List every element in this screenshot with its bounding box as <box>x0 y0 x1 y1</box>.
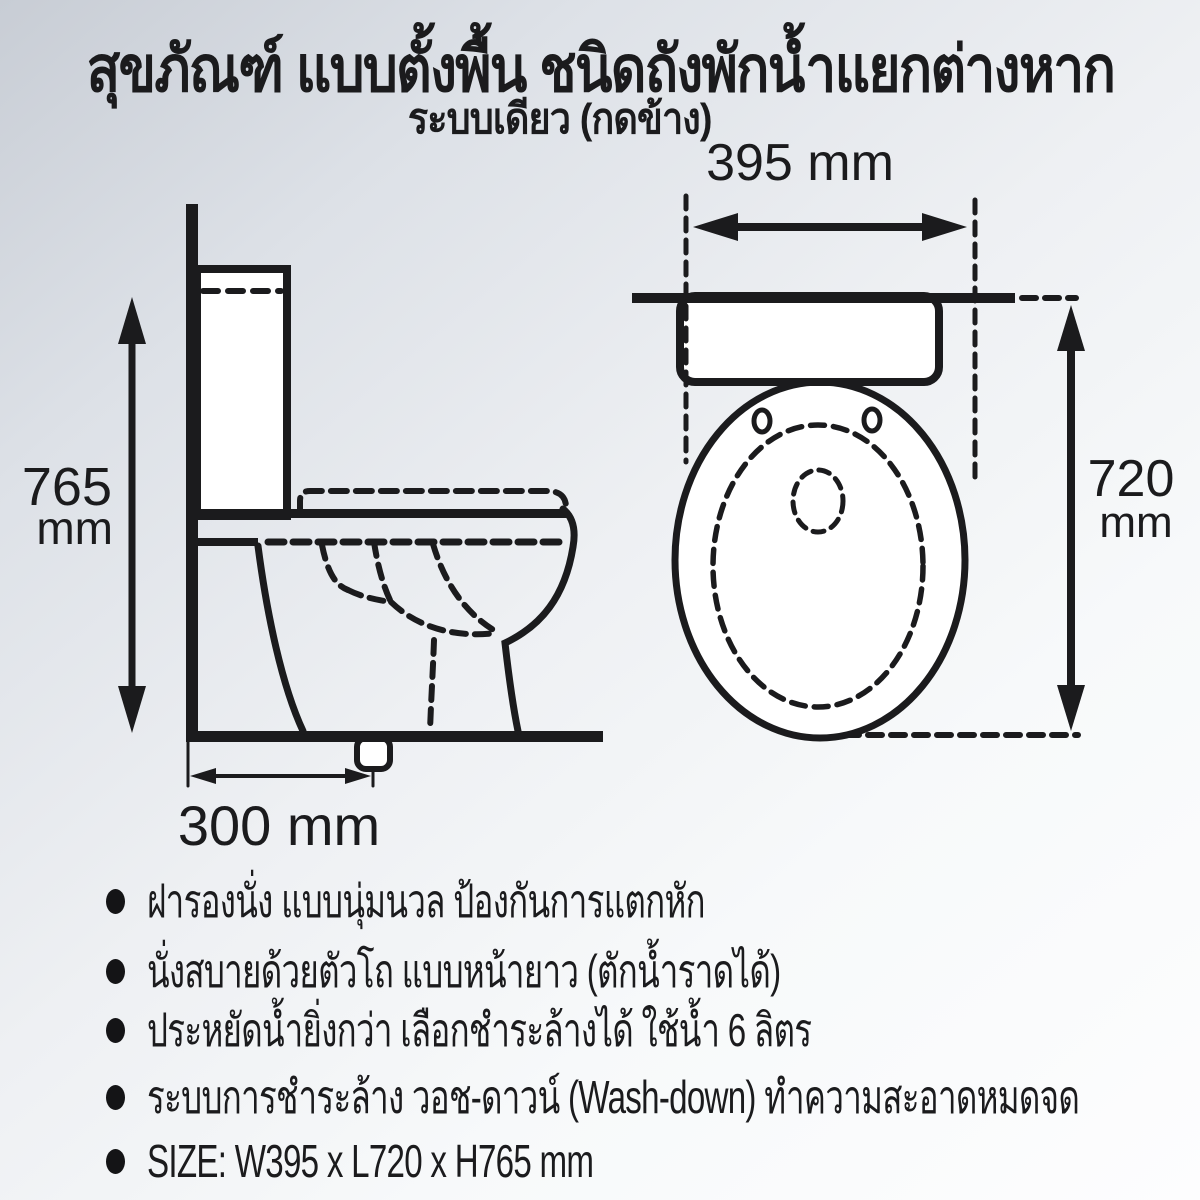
feature-text: ระบบการชำระล้าง วอช-ดาวน์ (Wash-down) ทำความสะอาดหมดจด <box>147 1070 1080 1123</box>
bullet-icon <box>106 1018 125 1043</box>
bullet-icon <box>106 959 125 984</box>
list-item <box>106 1133 1180 1189</box>
width-dimension-label: 395 mm <box>706 134 894 192</box>
feature-text: นั่งสบายด้วยตัวโถ แบบหน้ายาว (ตักน้ำราดได้) <box>147 944 781 997</box>
outlet-dimension-label: 300 mm <box>177 794 381 857</box>
depth-dimension-value: 720 <box>1087 450 1175 508</box>
list-item <box>106 1069 1180 1125</box>
height-dimension-unit: mm <box>36 502 113 554</box>
bullet-icon <box>106 1149 125 1174</box>
depth-dimension-unit: mm <box>1099 498 1173 547</box>
page-title-text: สุขภัณฑ์ แบบตั้งพื้น ชนิดถังพักน้ำแยกต่างหาก <box>86 33 1114 105</box>
feature-text: ประหยัดน้ำยิ่งกว่า เลือกชำระล้างได้ ใช้น้ำ 6 ลิตร <box>147 1003 812 1056</box>
list-item <box>106 1002 1180 1058</box>
list-item <box>106 873 1180 929</box>
list-item <box>106 943 1180 999</box>
page-subtitle-text: ระบบเดียว (กดข้าง) <box>408 95 712 142</box>
bullet-icon <box>106 1085 125 1110</box>
height-dimension-value: 765 <box>21 457 112 517</box>
feature-text: SIZE: W395 x L720 x H765 mm <box>147 1135 594 1187</box>
feature-text: ฝารองนั่ง แบบนุ่มนวล ป้องกันการแตกหัก <box>147 874 705 927</box>
bullet-icon <box>106 889 125 914</box>
